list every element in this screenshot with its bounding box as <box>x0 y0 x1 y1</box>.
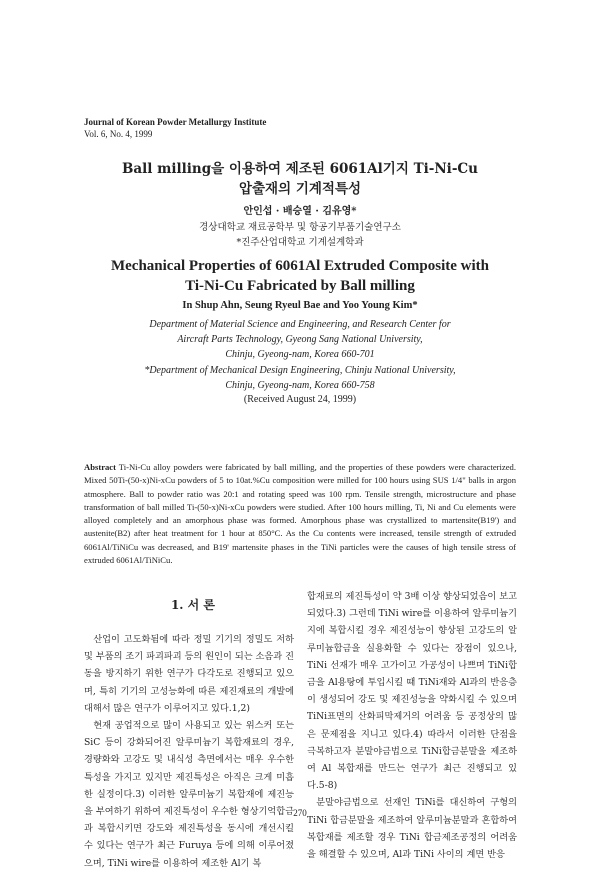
english-affiliation-line: Aircraft Parts Technology, Gyeong Sang National University, <box>177 334 423 345</box>
section-heading: 1. 서 론 <box>170 598 216 612</box>
korean-affiliation-2: *진주산업대학교 기계설계학과 <box>236 237 364 248</box>
english-affiliation-line: Chinju, Gyeong-nam, Korea 660-701 <box>225 349 375 360</box>
korean-authors: 안인섭 · 배승열 · 김유영* <box>243 206 357 217</box>
body-column-left <box>84 631 294 872</box>
english-affiliation-line: Chinju, Gyeong-nam, Korea 660-758 <box>225 380 375 391</box>
page-number: 270 <box>293 808 307 818</box>
abstract-text: Ti-Ni-Cu alloy powders were fabricated by ball milling, and the properties of these powders were characterized. Mixed 50Ti-(50-x)Ni-xCu powders of 5 to 10at.%Cu composition were milled for 100 hours using SUS 1/4" balls in argon atmosphere. Ball to powder ratio was 20:1 and rotating speed was 100 rpm. Tensile strength, microstructure and phase transformation of ball milled Ti-(50-x)Ni-xCu powders were studied. After 100 hours milling, Ti, Ni and Cu elements were alloyed completely and an amorphous phase was formed. Amorphous phase was crystallized to martensite(B19') and austenite(B2) after heat treatment for 1 hour at 850°C. As the Cu contents were increased, tensile strength of extruded 6061Al/TiNiCu was decreased, and B19' martensite phases in the TiNi particles were the causes of high tensile stress of extruded 6061Al/TiNiCu. <box>84 462 516 566</box>
body-column-right <box>307 588 517 863</box>
paragraph: 현재 공업적으로 많이 사용되고 있는 위스커 또는 SiC 등이 강화되어진 알루미늄기 복합재료의 경우, 경량화와 고강도 및 내식성 측면에서는 매우 우수한 특성을 가지고 있지만 제진특성은 아직은 크게 미흡한 실정이다.3) 이러한 알루미늄기 복합재에 제진능을 부여하기 위하여 제진특성이 우수한 형상기억합금과 복합시키면 강도와 제진특성을 동시에 개선시킬 수 있다는 연구가 최근 Furuya 등에 의해 이루어졌으며, TiNi wire를 이용하여 제조한 Al기 복 <box>84 720 294 869</box>
abstract-label: Abstract <box>84 462 116 472</box>
english-title-line1: Mechanical Properties of 6061Al Extruded Composite with <box>110 258 490 274</box>
abstract <box>84 461 516 567</box>
korean-affiliation-1: 경상대학교 재료공학부 및 항공기부품기술연구소 <box>199 222 401 233</box>
english-authors: In Shup Ahn, Seung Ryeul Bae and Yoo Young Kim* <box>182 300 418 311</box>
english-affiliation-line: *Department of Mechanical Design Engineering, Chinju National University, <box>144 365 456 376</box>
paragraph: 산업이 고도화됨에 따라 정밀 기기의 정밀도 저하 및 부품의 조기 파괴파괴 등의 원인이 되는 소음과 진동을 방지하기 위한 연구가 다각도로 진행되고 있으며, 특히 기기의 고성능화에 따른 제진재료의 개발에 대해서 많은 연구가 이루어지고 있다.1,2) <box>84 634 294 714</box>
journal-header <box>84 116 266 140</box>
paragraph: 합재료의 제진특성이 약 3배 이상 향상되었음이 보고되었다.3) 그런데 TiNi wire를 이용하여 알루미늄기지에 복합시킬 경우 제진성능이 향상된 고강도의 알루미늄합금을 실용화할 수 있다는 장점이 있으나, TiNi 선재가 매우 고가이고 가공성이 나쁘며 TiNi합금을 Al용탕에 투입시킬 때 TiNi재와 Al과의 반응층이 생성되어 강도 및 제진성능을 약화시킬 수 있으며 TiNi표면의 산화피막제거의 어려움 등 공정상의 많은 문제점을 지니고 있다.4) 따라서 이러한 단점을 극복하고자 분말야금법으로 TiNi합금분말을 제조하여 Al 복합재를 만드는 연구가 최근 진행되고 있다.5-8) <box>307 591 517 792</box>
korean-title-line1: Ball milling을 이용하여 제조된 6061Al기지 Ti-Ni-Cu <box>122 161 478 177</box>
paragraph: 분말야금법으로 선재인 TiNi를 대신하여 구형의 TiNi 합금분말을 제조하여 알루미늄분말과 혼합하여 복합재를 제조할 경우 TiNi 합금제조공정의 어려움을 해결할 수 있으며, Al과 TiNi 사이의 계면 반응 <box>307 797 517 861</box>
received-date: (Received August 24, 1999) <box>243 394 357 405</box>
english-title-line2: Ti-Ni-Cu Fabricated by Ball milling <box>185 278 415 294</box>
journal-name: Journal of Korean Powder Metallurgy Institute <box>84 117 267 127</box>
english-affiliation-line: Department of Material Science and Engineering, and Research Center for <box>149 319 451 330</box>
journal-volume: Vol. 6, No. 4, 1999 <box>84 129 153 139</box>
korean-title-line2: 압출재의 기계적특성 <box>238 181 362 197</box>
